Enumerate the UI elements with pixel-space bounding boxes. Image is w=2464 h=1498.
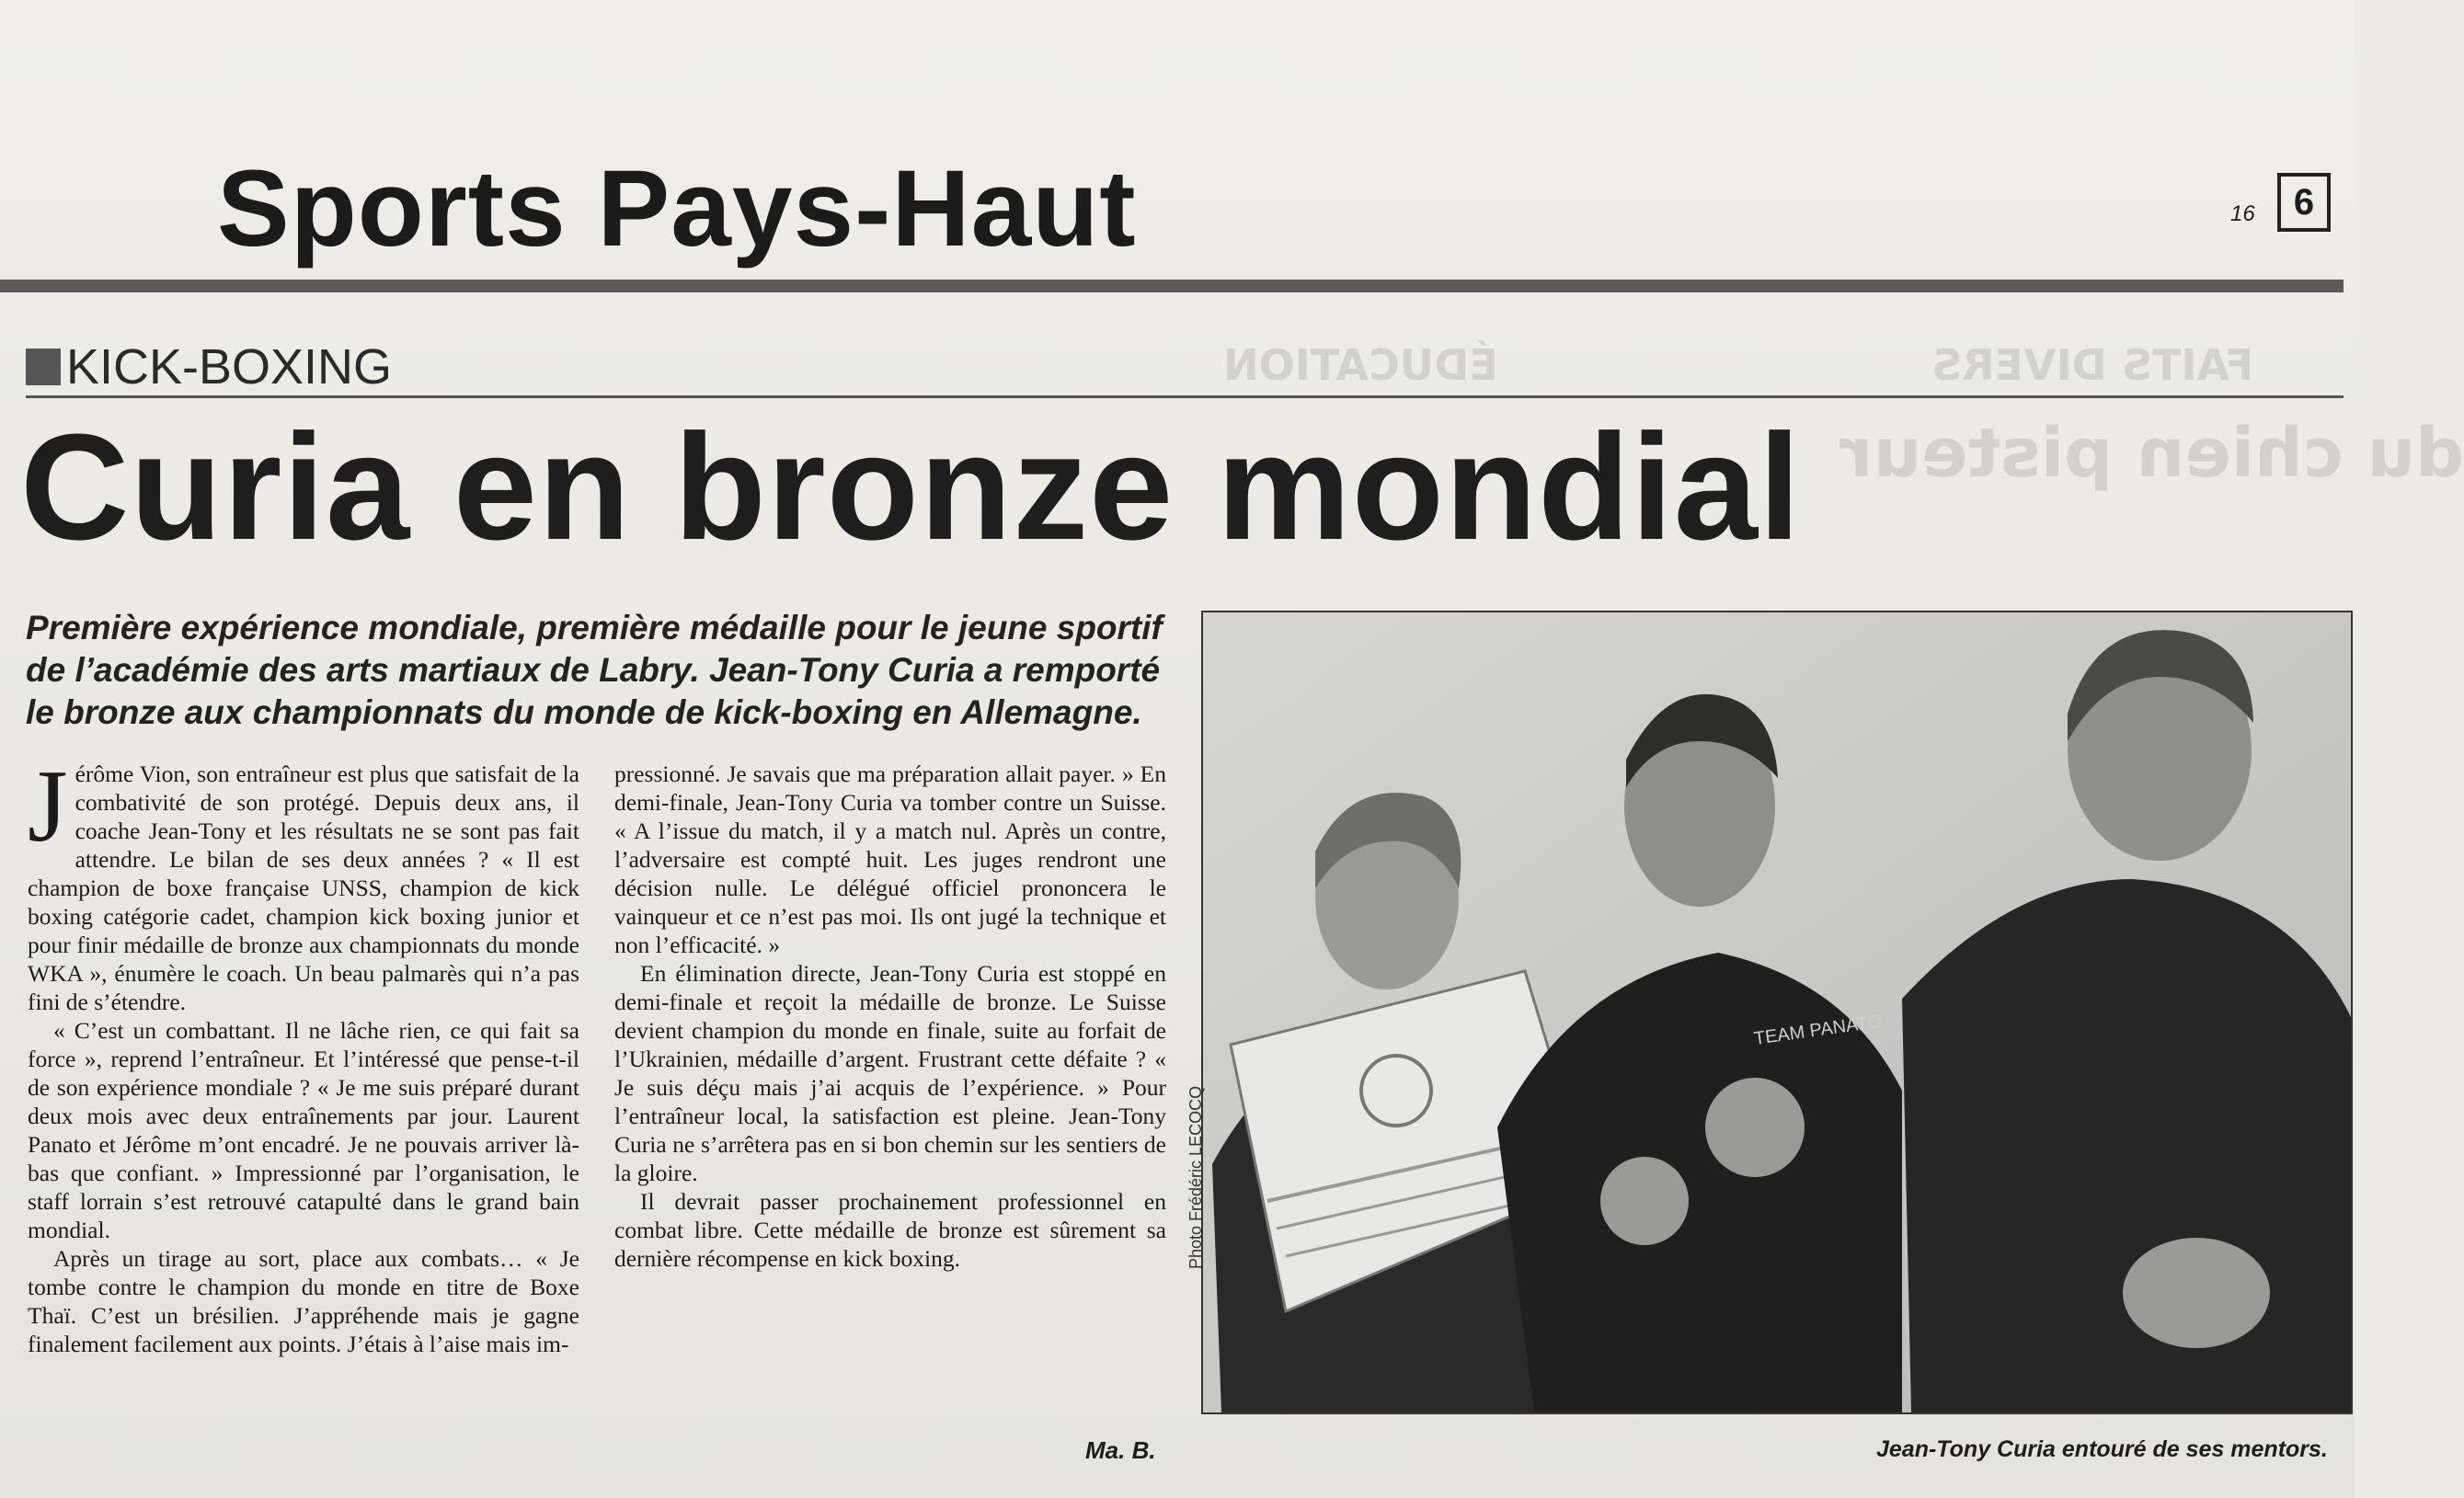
reverse-side-bleed: du chien pisteur xyxy=(1839,414,2464,493)
rubric-rule xyxy=(26,395,2344,398)
section-rule xyxy=(0,280,2344,292)
article-column-1 xyxy=(28,749,579,1358)
rubric-square xyxy=(26,349,61,385)
author-signature: Ma. B. xyxy=(1085,1436,1156,1464)
photo-caption: Jean-Tony Curia entouré de ses mentors. xyxy=(1876,1436,2328,1462)
paragraph: Il devrait passer prochainement professionnel en combat libre. Cette médaille de bronze est sûrement sa dernière récompense en kick boxing. xyxy=(614,1188,1166,1272)
photo-credit: Photo Frédéric LECOCQ xyxy=(1186,1085,1205,1269)
reverse-side-bleed: FAITS DIVERS xyxy=(1931,340,2254,390)
section-title: Sports Pays-Haut xyxy=(217,148,1137,269)
rubric-label: KICK-BOXING xyxy=(66,339,393,395)
paragraph: pressionné. Je savais que ma préparation allait payer. » En demi-finale, Jean-Tony Curia va tomber contre un Suisse. « A l’issue du match, il y a match nul. Après un contre, l’adversaire est compté huit. Les juges rendront une décision nulle. Le délégué officiel prononcera le vainqueur et ce n’est pas moi. Ils ont jugé la technique et non l’efficacité. » xyxy=(614,760,1166,958)
drop-cap: J xyxy=(28,749,68,863)
lead-paragraph: Première expérience mondiale, première médaille pour le jeune sportif de l’académie des arts martiaux de Labry. Jean-Tony Curia a remporté le bronze aux championnats du monde de kick-boxing en Allemagne. xyxy=(26,609,1163,731)
paragraph: « C’est un combattant. Il ne lâche rien, ce qui fait sa force », reprend l’entraîneur. Et l’intéressé que pense-t-il de son expérience mondiale ? « Je me suis préparé durant deux mois avec deux entraînements par jour. Laurent Panato et Jérôme m’ont encadré. Je ne pouvais arriver là-bas que confiant. » Impressionné par l’organisation, le staff lorrain s’est retrouvé catapulté dans le grand bain mondial. xyxy=(28,1017,579,1243)
paragraph: érôme Vion, son entraîneur est plus que satisfait de la combativité de son protégé. Depuis deux ans, il coache Jean-Tony et les résultats ne se sont pas fait attendre. Le bilan de ses deux années ? « Il est champion de boxe française UNSS, champion de kick boxing catégorie cadet, champion kick boxing junior et pour finir médaille de bronze aux championnats du monde WKA », énumère le coach. Un beau palmarès qui n’a pas fini de s’étendre. xyxy=(28,760,579,1015)
article-column-2 xyxy=(614,760,1166,1273)
page-label-small: 16 xyxy=(2230,201,2255,226)
shirt-print: TEAM PANATO xyxy=(1752,1011,1884,1049)
paragraph: Après un tirage au sort, place aux combats… « Je tombe contre le champion du monde en titre de Boxe Thaï. C’est un brésilien. J’appréhende mais je gagne finalement facilement aux points. J’étais à l’aise mais im- xyxy=(28,1245,579,1357)
page-number: 6 xyxy=(2277,173,2331,232)
reverse-side-bleed: ÉDUCATION xyxy=(1223,340,1498,390)
headline: Curia en bronze mondial xyxy=(20,403,1802,571)
rubric xyxy=(26,339,393,395)
paragraph: En élimination directe, Jean-Tony Curia est stoppé en demi-finale et reçoit la médaille de bronze. Le Suisse devient champion du monde en finale, suite au forfait de l’Ukrainien, médaille d’argent. Frustrant cette défaite ? « Je suis déçu mais j’ai acquis de l’expérience. » Pour l’entraîneur local, la satisfaction est pleine. Jean-Tony Curia ne s’arrêtera pas en si bon chemin sur les sentiers de la gloire. xyxy=(614,960,1166,1186)
photo-illustration xyxy=(1203,612,2351,1412)
article-photo xyxy=(1201,611,2353,1414)
